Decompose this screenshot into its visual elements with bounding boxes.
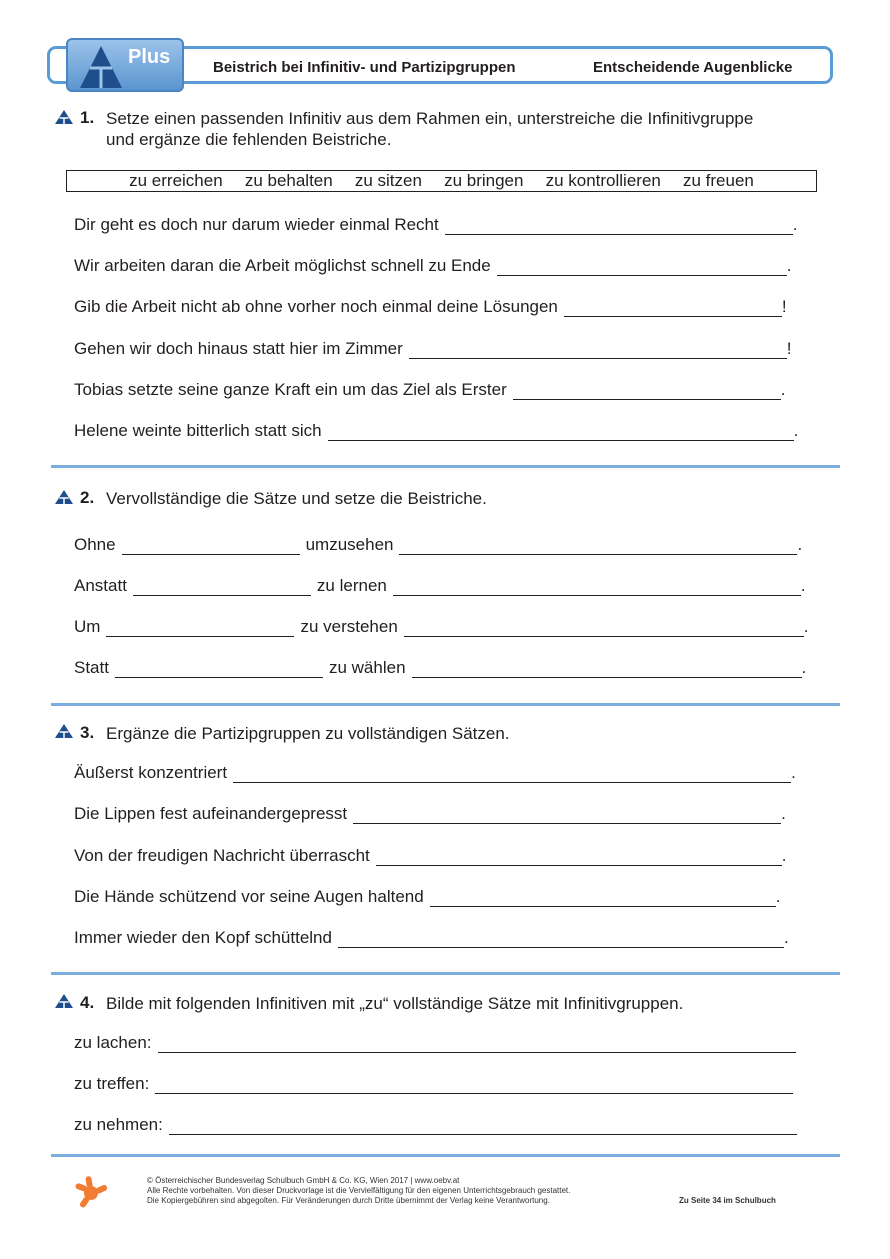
sentence-row	[74, 842, 787, 866]
sentence-end: !	[781, 297, 787, 316]
task-level-icon	[54, 109, 74, 125]
sentence-text: Ohne	[74, 535, 116, 554]
sentence-row	[74, 924, 789, 948]
sentence-end: .	[803, 617, 809, 636]
task-level-icon	[54, 993, 74, 1009]
sentence-text: zu verstehen	[300, 617, 398, 636]
sentence-text: Dir geht es doch nur darum wieder einmal Recht	[74, 215, 439, 234]
answer-blank[interactable]	[412, 659, 802, 678]
sentence-row	[74, 376, 786, 400]
task-instruction-line2: und ergänze die fehlenden Beistriche.	[106, 130, 392, 149]
task-instruction: Setze einen passenden Infinitiv aus dem Rahmen ein, unterstreiche die Infinitivgruppe	[106, 109, 754, 128]
infinitive-label: zu nehmen:	[74, 1115, 163, 1134]
answer-blank[interactable]	[513, 381, 781, 400]
sentence-row	[74, 654, 806, 678]
sentence-end: .	[801, 658, 807, 677]
answer-blank[interactable]	[393, 577, 801, 596]
sentence-row	[74, 211, 797, 235]
task-level-icon	[54, 489, 74, 505]
sentence-row	[74, 252, 791, 276]
task-instruction: Bilde mit folgenden Infinitiven mit „zu“ vollständige Sätze mit Infinitivgruppen.	[106, 994, 684, 1013]
sentence-text: Gehen wir doch hinaus statt hier im Zimmer	[74, 339, 403, 358]
answer-blank[interactable]	[404, 618, 804, 637]
answer-blank[interactable]	[399, 536, 797, 555]
page-reference: Zu Seite 34 im Schulbuch	[679, 1196, 776, 1205]
sentence-end: .	[800, 576, 806, 595]
answer-blank[interactable]	[430, 888, 776, 907]
answer-blank[interactable]	[169, 1116, 797, 1135]
infinitive-label: zu lachen:	[74, 1033, 152, 1052]
sentence-row	[74, 613, 809, 637]
answer-blank[interactable]	[338, 929, 784, 948]
copyright-line: Alle Rechte vorbehalten. Von dieser Druckvorlage ist die Vervielfältigung für den eigenen Unterrichtsgebrauch gestattet.	[147, 1186, 571, 1195]
copyright-line: © Österreichischer Bundesverlag Schulbuch GmbH & Co. KG, Wien 2017 | www.oebv.at	[147, 1176, 460, 1185]
section-divider	[51, 465, 840, 468]
sentence-text: Die Hände schützend vor seine Augen haltend	[74, 887, 424, 906]
sentence-text: Äußerst konzentriert	[74, 763, 228, 782]
task-number: 1.	[80, 108, 95, 127]
sentence-row	[74, 417, 798, 441]
sentence-end: .	[775, 887, 781, 906]
sentence-text: umzusehen	[305, 535, 394, 554]
section-divider	[51, 972, 840, 975]
answer-blank[interactable]	[133, 577, 311, 596]
answer-blank[interactable]	[328, 422, 794, 441]
sentence-row	[74, 335, 792, 359]
sentence-text: zu wählen	[328, 658, 406, 677]
word-option: zu bringen	[444, 171, 524, 190]
task-level-icon	[54, 723, 74, 739]
sentence-text: Gib die Arbeit nicht ab ohne vorher noch einmal deine Lösungen	[74, 297, 558, 316]
word-option: zu erreichen	[129, 171, 223, 190]
answer-blank[interactable]	[155, 1075, 793, 1094]
plus-logo	[66, 38, 184, 92]
sentence-text: Helene weinte bitterlich statt sich	[74, 421, 322, 440]
sentence-row	[74, 531, 802, 555]
sentence-row	[74, 883, 780, 907]
task-instruction: Ergänze die Partizipgruppen zu vollständigen Sätzen.	[106, 724, 510, 743]
infinitive-label: zu treffen:	[74, 1074, 150, 1093]
answer-blank[interactable]	[497, 257, 787, 276]
sentence-row	[74, 800, 786, 824]
sentence-text: Die Lippen fest aufeinandergepresst	[74, 804, 348, 823]
page-title: Beistrich bei Infinitiv- und Partizipgruppen	[213, 59, 516, 76]
sentence-end: .	[793, 421, 799, 440]
sentence-end: !	[786, 339, 792, 358]
sentence-row	[74, 293, 787, 317]
answer-blank[interactable]	[353, 805, 781, 824]
answer-blank[interactable]	[106, 618, 294, 637]
sentence-end: .	[791, 763, 796, 782]
sentence-end: .	[797, 535, 803, 554]
triangle-logo-icon	[78, 44, 124, 90]
copyright-notice	[147, 1176, 570, 1206]
sentence-row	[74, 1029, 796, 1053]
task-number: 3.	[80, 723, 95, 742]
sentence-row	[74, 1070, 793, 1094]
sentence-row	[74, 759, 796, 783]
word-option: zu sitzen	[354, 171, 422, 190]
task-instruction: Vervollständige die Sätze und setze die Beistriche.	[106, 489, 487, 508]
answer-blank[interactable]	[233, 764, 791, 783]
word-option: zu freuen	[682, 171, 754, 190]
section-divider	[51, 1154, 840, 1157]
answer-blank[interactable]	[409, 340, 787, 359]
answer-blank[interactable]	[122, 536, 300, 555]
section-divider	[51, 703, 840, 706]
sentence-text: Anstatt	[74, 576, 127, 595]
sentence-end: .	[781, 846, 787, 865]
answer-blank[interactable]	[115, 659, 323, 678]
task-number: 2.	[80, 488, 95, 507]
answer-blank[interactable]	[376, 847, 782, 866]
sentence-text: zu lernen	[316, 576, 387, 595]
sentence-text: Immer wieder den Kopf schüttelnd	[74, 928, 332, 947]
answer-blank[interactable]	[564, 298, 782, 317]
word-box	[66, 170, 817, 192]
task-number: 4.	[80, 993, 95, 1012]
sentence-end: .	[786, 256, 792, 275]
chapter-title: Entscheidende Augenblicke	[593, 59, 793, 76]
sentence-text: Von der freudigen Nachricht überrascht	[74, 846, 370, 865]
sentence-end: .	[783, 928, 789, 947]
answer-blank[interactable]	[445, 216, 793, 235]
sentence-row	[74, 572, 806, 596]
logo-label: Plus	[128, 46, 171, 68]
publisher-logo-icon	[72, 1174, 110, 1212]
sentence-end: .	[781, 804, 786, 823]
sentence-end: .	[792, 215, 798, 234]
sentence-text: Statt	[74, 658, 109, 677]
sentence-text: Tobias setzte seine ganze Kraft ein um das Ziel als Erster	[74, 380, 507, 399]
copyright-line: Die Kopiergebühren sind abgegolten. Für Veränderungen durch Dritte übernimmt der Verlag keine Verantwortung.	[147, 1196, 550, 1205]
sentence-text: Wir arbeiten daran die Arbeit möglichst schnell zu Ende	[74, 256, 491, 275]
word-option: zu kontrollieren	[545, 171, 661, 190]
sentence-row	[74, 1111, 797, 1135]
sentence-end: .	[780, 380, 786, 399]
answer-blank[interactable]	[158, 1034, 796, 1053]
sentence-text: Um	[74, 617, 101, 636]
word-option: zu behalten	[244, 171, 333, 190]
